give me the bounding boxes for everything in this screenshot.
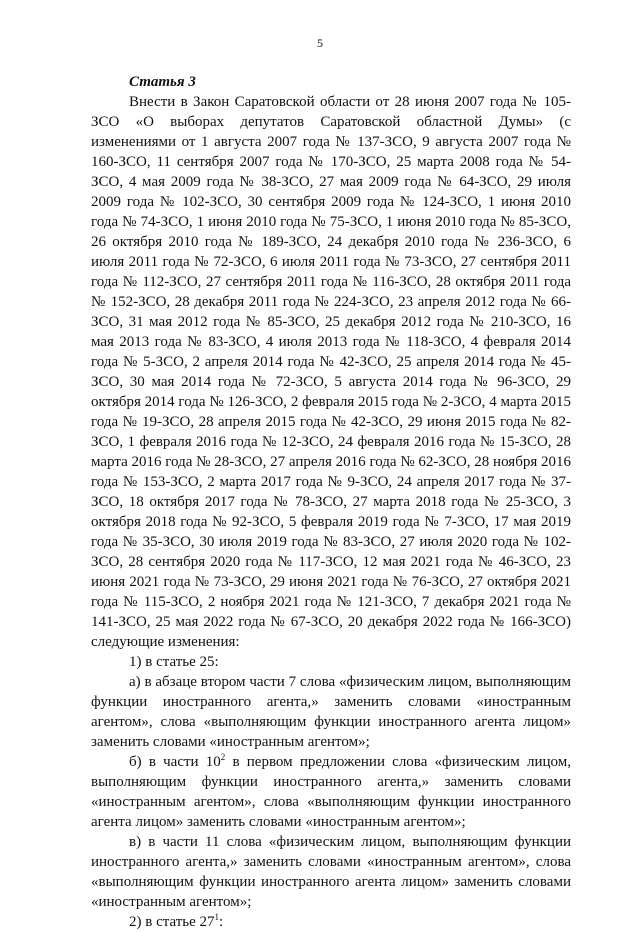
item-1c: в) в части 11 слова «физическим лицом, выполняющим функции иностранного агента,» заменить словами «иностранным агентом», слова «выполняющим функции иностранного агента лицом» заменить словами «иностранным агентом»; [91,834,571,910]
item-2-start: 2) в статье 27 [129,914,215,930]
item-2 [91,912,571,932]
intro-paragraph: Внести в Закон Саратовской области от 28 июня 2007 года № 105-ЗСО «О выборах депутатов Саратовской областной Думы» (с изменениями от 1 августа 2007 года № 137-ЗСО, 9 августа 2007 года № 160-ЗСО, 11 сентября 2007 года № 170-ЗСО, 25 марта 2008 года № 54-ЗСО, 4 мая 2009 года № 38-ЗСО, 27 мая 2009 года № 64-ЗСО, 29 июля 2009 года № 102-ЗСО, 30 сентября 2009 года № 124-ЗСО, 1 июня 2010 года № 74-ЗСО, 1 июня 2010 года № 75-ЗСО, 1 июня 2010 года № 85-ЗСО, 26 октября 2010 года № 189-ЗСО, 24 декабря 2010 года № 236-ЗСО, 6 июля 2011 года № 72-ЗСО, 6 июля 2011 года № 73-ЗСО, 27 сентября 2011 года № 112-ЗСО, 27 сентября 2011 года № 116-ЗСО, 28 октября 2011 года № 152-ЗСО, 28 декабря 2011 года № 224-ЗСО, 23 апреля 2012 года № 66-ЗСО, 31 мая 2012 года № 85-ЗСО, 25 декабря 2012 года № 210-ЗСО, 16 мая 2013 года № 83-ЗСО, 4 июля 2013 года № 118-ЗСО, 4 февраля 2014 года № 5-ЗСО, 2 апреля 2014 года № 42-ЗСО, 25 апреля 2014 года № 45-ЗСО, 30 мая 2014 года № 72-ЗСО, 5 августа 2014 года № 96-ЗСО, 29 октября 2014 года № 126-ЗСО, 2 февраля 2015 года № 2-ЗСО, 4 марта 2015 года № 19-ЗСО, 28 апреля 2015 года № 42-ЗСО, 29 июня 2015 года № 82-ЗСО, 1 февраля 2016 года № 12-ЗСО, 24 февраля 2016 года № 15-ЗСО, 28 марта 2016 года № 28-ЗСО, 27 апреля 2016 года № 62-ЗСО, 28 ноября 2016 года № 153-ЗСО, 2 марта 2017 года № 9-ЗСО, 24 апреля 2017 года № 37-ЗСО, 18 октября 2017 года № 78-ЗСО, 27 марта 2018 года № 25-ЗСО, 3 октября 2018 года № 92-ЗСО, 5 февраля 2019 года № 7-ЗСО, 17 мая 2019 года № 35-ЗСО, 30 июля 2019 года № 83-ЗСО, 27 июля 2020 года № 102-ЗСО, 28 сентября 2020 года № 117-ЗСО, 12 мая 2021 года № 46-ЗСО, 23 июня 2021 года № 73-ЗСО, 29 июня 2021 года № 76-ЗСО, 27 октября 2021 года № 115-ЗСО, 2 ноября 2021 года № 121-ЗСО, 7 декабря 2021 года № 141-ЗСО, 25 мая 2022 года № 67-ЗСО, 20 декабря 2022 года № 166-ЗСО) следующие изменения: [91,94,571,650]
item-1b-superscript: 2 [220,752,226,762]
page-number: 5 [317,36,323,50]
item-1b-start: б) в части 10 [129,754,221,770]
item-1: 1) в статье 25: [129,654,219,670]
item-2-rest: : [219,914,224,930]
item-1b [91,752,571,832]
document-body [91,72,571,932]
item-1b-rest: в первом предложении слова «физическим лицом, выполняющим функции иностранного агента,» заменить словами «иностранным агентом», слова «выполняющим функции иностранного агента лицом» заменить словами «иностранным агентом»; [91,754,571,830]
item-1a: а) в абзаце втором части 7 слова «физическим лицом, выполняющим функции иностранного агента,» заменить словами «иностранным агентом», слова «выполняющим функции иностранного агента лицом» заменить словами «иностранным агентом»; [91,674,571,750]
item-2-superscript: 1 [214,912,220,922]
article-heading: Статья 3 [129,74,196,90]
